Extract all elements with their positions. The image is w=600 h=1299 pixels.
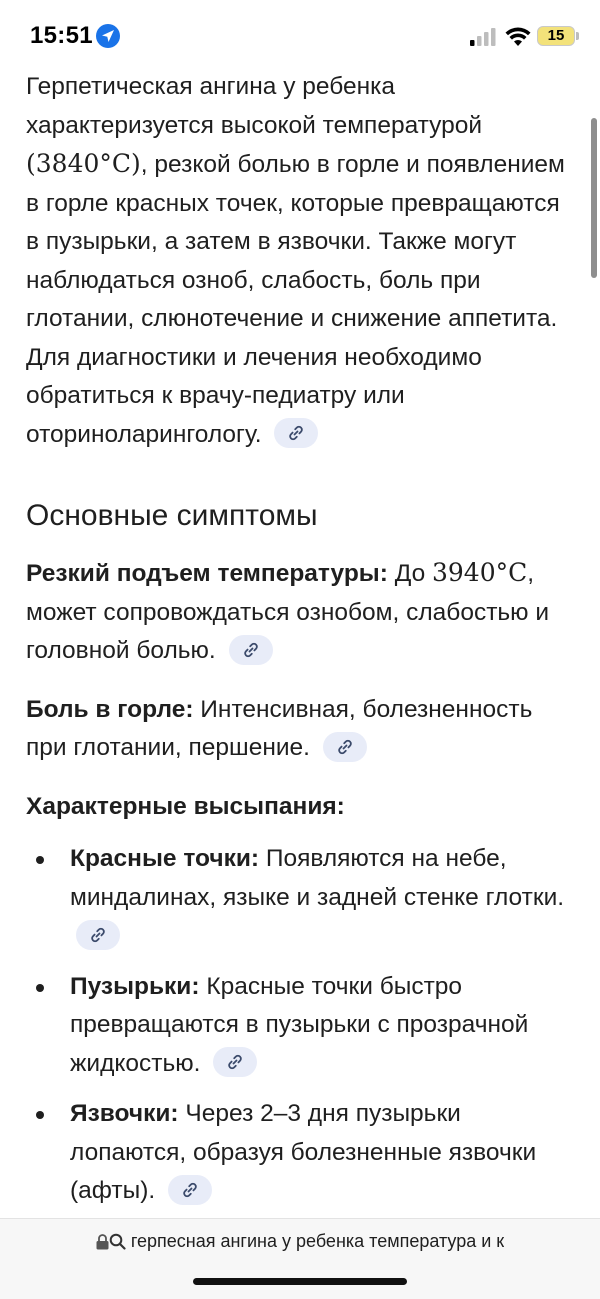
rash-item-text: Через 2–3 дня пузырьки лопаются, образуя болезненные язвочки (афты). xyxy=(70,1100,537,1204)
symptom-sore-throat-label: Боль в горле: xyxy=(26,695,194,723)
symptom-sore-throat-text: Интенсивная, болезненность при глотании, першение. xyxy=(26,695,533,761)
list-item xyxy=(26,968,574,1084)
symptom-fever-text-end: , может сопровождаться ознобом, слабостью и головной болью. xyxy=(26,560,550,664)
symptom-fever xyxy=(26,554,574,671)
url-bar[interactable] xyxy=(0,1218,600,1299)
url-field[interactable] xyxy=(0,1231,600,1252)
location-arrow-icon xyxy=(96,24,120,48)
answer-content xyxy=(26,68,574,1223)
home-indicator[interactable] xyxy=(193,1278,407,1285)
wifi-icon xyxy=(505,25,531,47)
status-bar xyxy=(0,0,600,70)
source-link-button[interactable] xyxy=(76,920,120,950)
link-icon xyxy=(335,737,355,757)
url-query-text: герпесная ангина у ребенка температура и к xyxy=(130,1231,505,1251)
symptom-sore-throat xyxy=(26,691,574,768)
list-item xyxy=(26,1095,574,1211)
source-link-button[interactable] xyxy=(323,732,367,762)
intro-temperature-formula: (3840°C) xyxy=(26,149,141,178)
cellular-signal-icon xyxy=(470,28,498,46)
symptom-fever-label: Резкий подъем температуры: xyxy=(26,560,388,587)
source-link-button[interactable] xyxy=(274,418,318,448)
link-icon xyxy=(241,640,261,660)
search-icon xyxy=(109,1233,126,1250)
source-link-button[interactable] xyxy=(213,1047,257,1077)
link-icon xyxy=(225,1052,245,1072)
symptom-rash-heading: Характерные высыпания: xyxy=(26,792,345,820)
intro-text-end: , резкой болью в горле и появлением в горле красных точек, которые превращаются в пузырьки, а затем в язвочки. Также могут наблюдаться озноб, слабость, боль при глотании, слюнотечение и снижение аппетита. Для диагностики и лечения необходимо обратиться к врачу-педиатру или оториноларингологу. xyxy=(26,151,565,448)
battery-icon: 15 xyxy=(537,26,575,46)
lock-icon xyxy=(96,1234,109,1250)
scroll-indicator[interactable] xyxy=(591,118,597,278)
intro-text-start: Герпетическая ангина у ребенка характеризуется высокой температурой xyxy=(26,73,483,139)
symptom-fever-formula: 3940°C xyxy=(432,558,528,587)
rash-item-label: Пузырьки: xyxy=(70,972,200,1000)
section-heading: Основные симптомы xyxy=(26,499,318,532)
source-link-button[interactable] xyxy=(229,635,273,665)
rash-item-text: Появляются на небе, миндалинах, языке и задней стенке глотки. xyxy=(70,845,565,911)
link-icon xyxy=(180,1180,200,1200)
rash-item-label: Красные точки: xyxy=(70,845,260,872)
link-icon xyxy=(286,423,306,443)
battery-tip xyxy=(576,32,579,40)
rash-item-label: Язвочки: xyxy=(70,1100,179,1127)
rash-list xyxy=(26,840,574,1211)
intro-paragraph xyxy=(26,68,574,454)
status-time: 15:51 xyxy=(30,22,93,49)
link-icon xyxy=(88,925,108,945)
rash-item-text: Красные точки быстро превращаются в пузырьки с прозрачной жидкостью. xyxy=(70,972,529,1077)
list-item xyxy=(26,840,574,956)
symptom-fever-text-start: До xyxy=(387,560,432,587)
source-link-button[interactable] xyxy=(168,1175,212,1205)
